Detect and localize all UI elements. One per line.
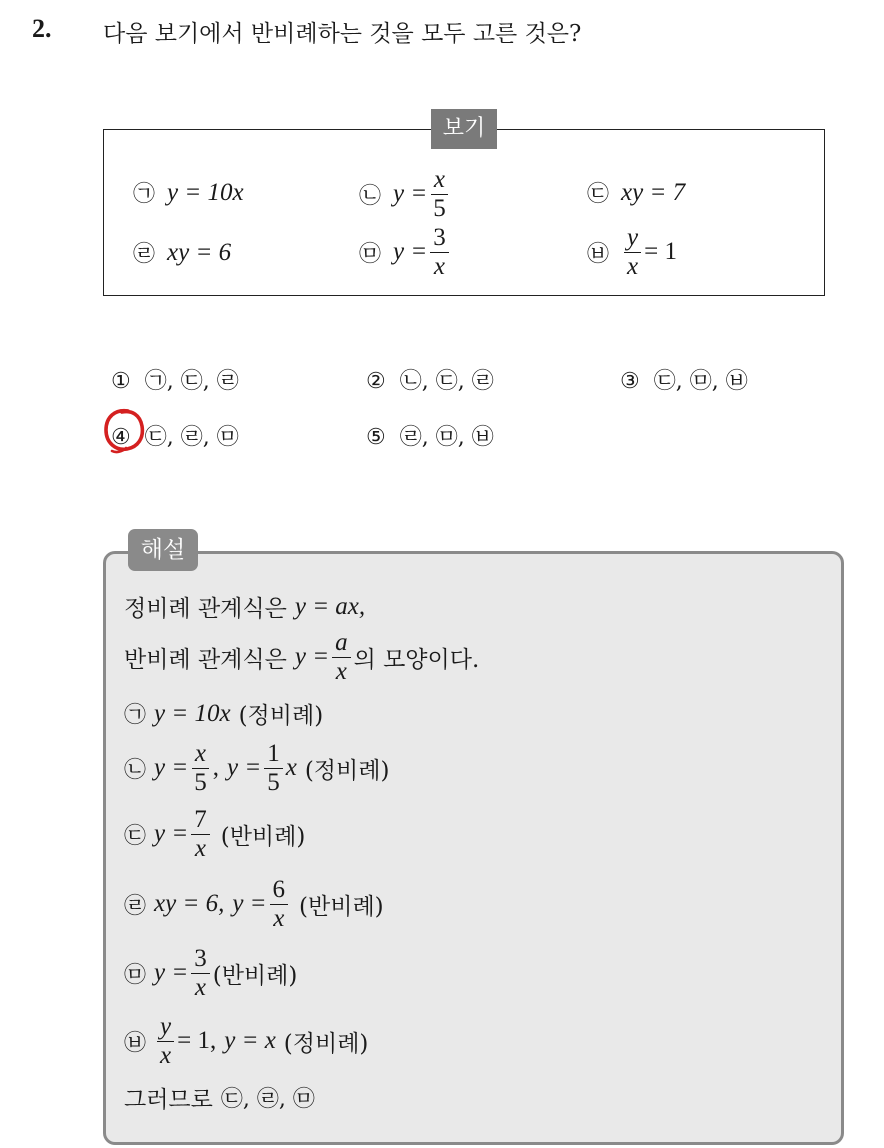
fraction-denominator: x — [194, 834, 207, 862]
line-lhs-2: y = — [226, 754, 262, 781]
item-marker: ㉠ — [133, 182, 156, 207]
choice-5[interactable] — [366, 420, 494, 451]
question-number: 2. — [32, 14, 52, 43]
bogi-item-6 — [587, 225, 677, 279]
fraction-denominator: x — [194, 973, 207, 1001]
line-note: (정비례) — [238, 703, 324, 729]
bogi-item-1 — [133, 177, 244, 208]
fraction-denominator: 5 — [194, 768, 207, 796]
bogi-item-2 — [359, 167, 452, 221]
line-marker: ㉡ — [124, 757, 147, 783]
fraction-numerator: a — [332, 630, 351, 658]
explanation-line-6 — [124, 877, 384, 931]
fraction-numerator: y — [624, 225, 641, 253]
fraction-denominator: 5 — [267, 768, 280, 796]
line-lhs: y = — [294, 643, 330, 670]
item-marker: ㉡ — [359, 183, 382, 209]
line-expression: y = ax, — [294, 592, 366, 620]
line-marker: ㉤ — [124, 962, 147, 988]
line-marker: ㉢ — [124, 823, 147, 849]
choice-2[interactable] — [366, 364, 494, 395]
line-rhs: = 1, — [177, 1027, 217, 1054]
line-tail: 의 모양이다. — [353, 646, 480, 673]
line-marker: ㉣ — [124, 893, 147, 919]
line-note: (반비례) — [220, 823, 306, 850]
bogi-box — [103, 129, 825, 296]
line-lhs-2: y = — [232, 890, 267, 917]
line-separator: , — [212, 754, 219, 781]
item-marker: ㉣ — [133, 242, 156, 267]
explanation-line-5 — [124, 807, 305, 861]
line-text: 정비례 관계식은 — [124, 596, 287, 622]
line-fraction — [191, 807, 210, 861]
fraction-numerator: 3 — [191, 946, 210, 974]
explanation-line-2 — [124, 630, 479, 684]
line-lhs: y = — [154, 820, 189, 847]
choice-text: ㉣, ㉤, ㉥ — [399, 425, 494, 450]
fraction-denominator: x — [433, 252, 446, 280]
fraction-denominator: x — [627, 252, 639, 280]
choice-1[interactable] — [111, 364, 239, 395]
line-note: (정비례) — [304, 757, 390, 784]
choice-3[interactable] — [620, 364, 748, 395]
line-lhs: y = — [154, 959, 189, 986]
fraction-numerator: 1 — [264, 741, 283, 769]
fraction-denominator: x — [273, 904, 285, 932]
line-note: (정비례) — [283, 1030, 369, 1057]
choice-text: ㉡, ㉢, ㉣ — [399, 369, 494, 394]
bogi-item-3 — [587, 177, 685, 208]
bogi-item-5 — [359, 225, 452, 279]
bogi-label: 보기 — [431, 109, 497, 149]
fraction-denominator: 5 — [433, 194, 446, 222]
line-fraction-2 — [264, 741, 283, 795]
line-fraction — [191, 741, 210, 795]
fraction-numerator: 7 — [191, 807, 210, 835]
line-text: 반비례 관계식은 — [124, 646, 287, 673]
choice-number: ③ — [620, 369, 640, 394]
explanation-line-9 — [124, 1081, 315, 1114]
fraction-numerator: 3 — [430, 225, 449, 253]
explanation-line-8 — [124, 1014, 368, 1068]
choice-text: ㉠, ㉢, ㉣ — [144, 369, 239, 394]
item-fraction — [430, 225, 449, 279]
item-lhs: y = — [393, 238, 428, 265]
item-expression: y = 10x — [167, 178, 244, 206]
line-marker: ㉥ — [124, 1030, 147, 1056]
fraction-numerator: x — [431, 167, 448, 195]
explanation-line-3 — [124, 697, 323, 730]
choice-text: ㉢, ㉤, ㉥ — [653, 369, 748, 394]
fraction-denominator: x — [160, 1041, 172, 1069]
item-fraction — [624, 225, 641, 279]
line-expression: xy = 6, — [154, 890, 225, 917]
fraction-denominator: x — [335, 657, 347, 685]
line-fraction — [270, 877, 289, 931]
item-marker: ㉥ — [587, 241, 610, 267]
explanation-line-4 — [124, 741, 389, 795]
choice-number: ② — [366, 369, 386, 394]
item-lhs: y = — [393, 180, 428, 207]
choice-number: ① — [111, 369, 131, 394]
choice-number: ④ — [111, 425, 131, 450]
line-note: (반비례) — [299, 893, 384, 920]
line-variable: x — [285, 754, 297, 781]
final-answer: ㉢, ㉣, ㉤ — [220, 1087, 315, 1112]
line-expression: y = 10x — [154, 699, 231, 727]
explanation-line-1 — [124, 590, 365, 623]
item-fraction — [430, 167, 449, 221]
choice-number: ⑤ — [366, 425, 386, 450]
bogi-item-4 — [133, 237, 231, 268]
item-marker: ㉤ — [359, 241, 382, 267]
question-text: 다음 보기에서 반비례하는 것을 모두 고른 것은? — [103, 21, 582, 47]
answer-mark-circle — [98, 404, 150, 456]
explanation-label: 해설 — [128, 529, 198, 571]
item-rhs: = 1 — [644, 238, 677, 265]
item-expression: xy = 7 — [621, 178, 686, 206]
line-note: (반비례) — [212, 962, 298, 989]
line-expression-2: y = x — [224, 1027, 276, 1054]
line-fraction — [332, 630, 351, 684]
explanation-line-7 — [124, 946, 297, 1000]
item-expression: xy = 6 — [167, 238, 232, 266]
fraction-numerator: y — [157, 1014, 174, 1042]
line-fraction — [157, 1014, 174, 1068]
fraction-numerator: 6 — [270, 877, 289, 905]
line-marker: ㉠ — [124, 703, 147, 728]
line-text: 그러므로 — [124, 1087, 213, 1113]
fraction-numerator: x — [192, 741, 209, 769]
choice-text: ㉢, ㉣, ㉤ — [144, 425, 239, 450]
line-lhs: y = — [154, 754, 189, 781]
item-marker: ㉢ — [587, 182, 610, 207]
line-fraction — [191, 946, 210, 1000]
